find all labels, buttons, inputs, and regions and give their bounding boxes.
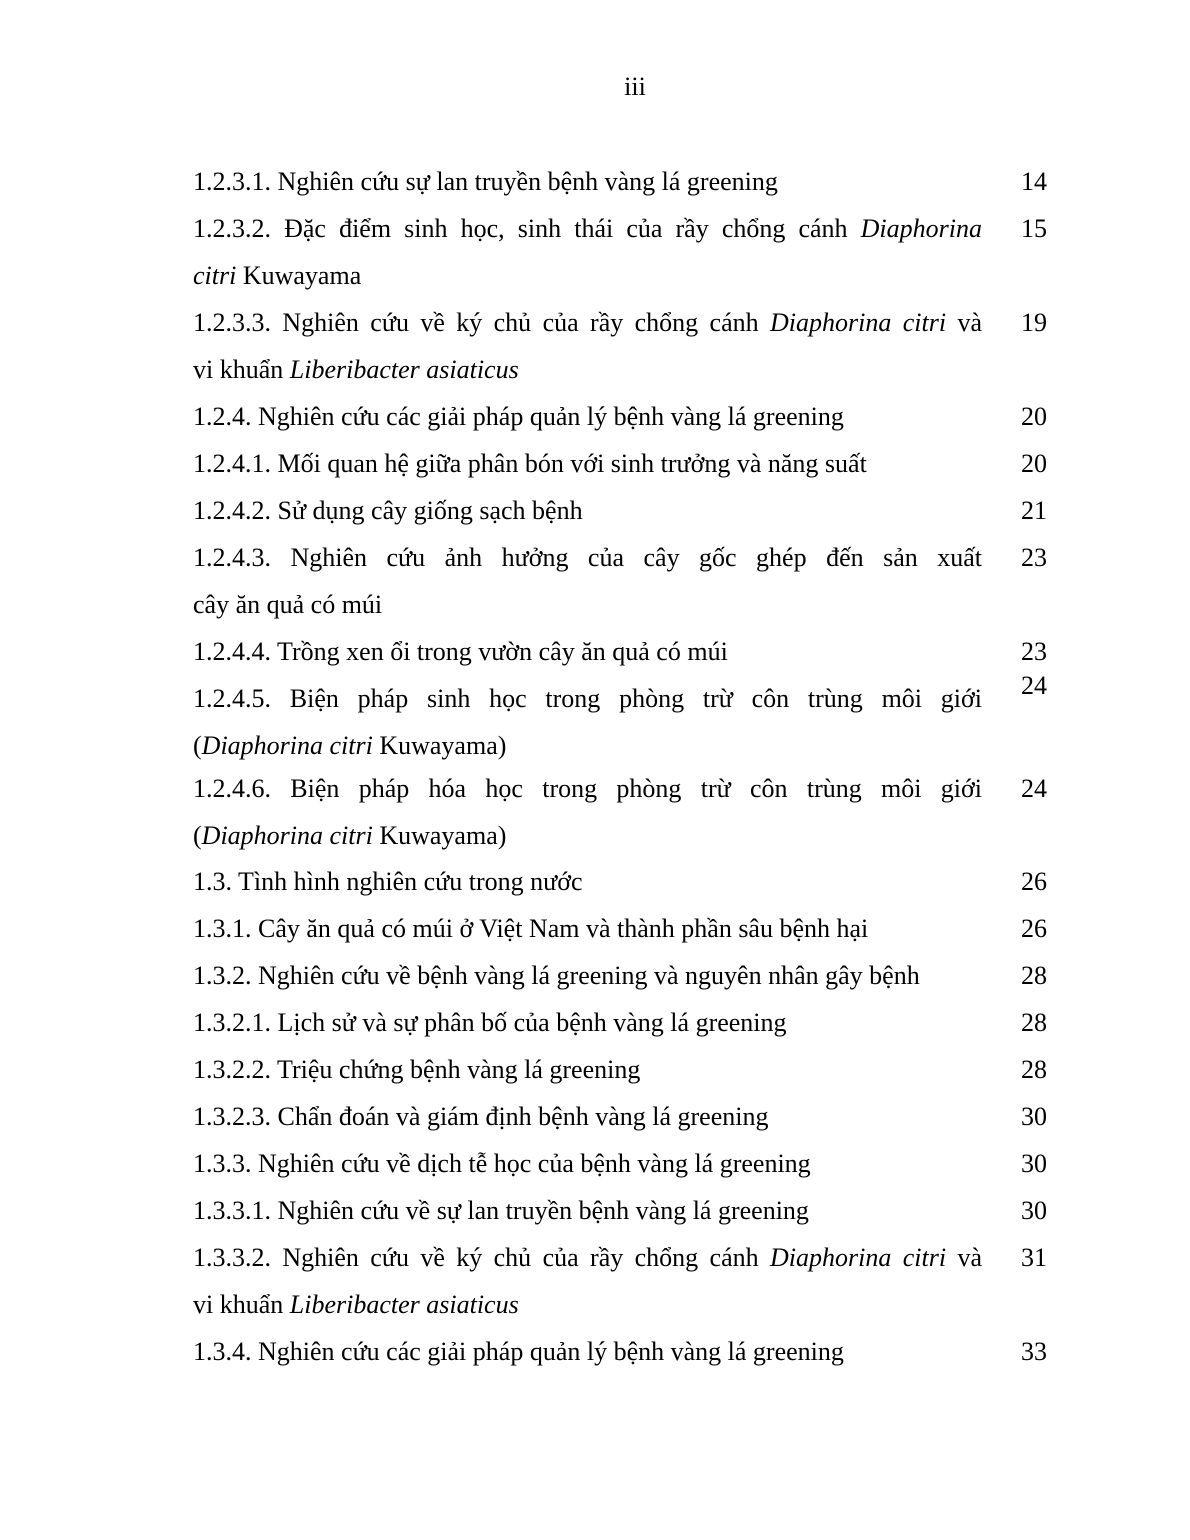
toc-entry-text: 1.3.4. Nghiên cứu các giải pháp quản lý bệnh vàng lá greening <box>193 1337 844 1366</box>
toc-entry-line <box>193 1281 982 1328</box>
toc-entry-line <box>193 158 982 205</box>
toc-entry-text: cây ăn quả có múi <box>193 590 383 619</box>
toc-entry-line <box>193 393 982 440</box>
page-number: iii <box>624 72 646 101</box>
toc-entry-line <box>193 252 982 299</box>
toc-entry-line <box>193 628 982 675</box>
toc-entry-line <box>193 1046 982 1093</box>
toc-entry-line <box>193 1187 982 1234</box>
toc-entry-page-number: 26 <box>1021 914 1047 943</box>
toc-entry[interactable] <box>193 671 1050 769</box>
toc-entry-text: 1.2.4.6. Biện pháp hóa học trong phòng trừ côn trùng môi giới <box>193 774 982 803</box>
toc-entry-page-number: 24 <box>1021 774 1047 803</box>
toc-entry-italic-text: Liberibacter asiaticus <box>289 355 519 384</box>
toc-entry[interactable] <box>193 1187 1050 1234</box>
toc-entry-text: 1.2.4.5. Biện pháp sinh học trong phòng trừ côn trùng môi giới <box>193 684 982 713</box>
toc-entry[interactable] <box>193 1093 1050 1140</box>
toc-entry-text: 1.3.3.1. Nghiên cứu về sự lan truyền bệnh vàng lá greening <box>193 1196 809 1225</box>
toc-entry-line <box>193 534 982 581</box>
toc-entry-text: 1.3.2.2. Triệu chứng bệnh vàng lá greening <box>193 1055 641 1084</box>
toc-entry[interactable] <box>193 1234 1050 1328</box>
toc-entry-page-number: 20 <box>1021 402 1047 431</box>
toc-entry-page-number: 31 <box>1021 1243 1047 1272</box>
toc-entry-line <box>193 905 982 952</box>
toc-entry-line <box>193 205 982 252</box>
toc-entry-italic-text: Diaphorina citri <box>770 1243 947 1272</box>
toc-entry-text: Kuwayama) <box>372 821 507 850</box>
toc-entry[interactable] <box>193 158 1050 205</box>
toc-entry[interactable] <box>193 858 1050 905</box>
toc-entry-line <box>193 346 982 393</box>
toc-entry-text: 1.3.2. Nghiên cứu về bệnh vàng lá greening và nguyên nhân gây bệnh <box>193 961 920 990</box>
toc-entry-page-number: 28 <box>1021 961 1047 990</box>
toc-entry-page-number: 26 <box>1021 867 1047 896</box>
toc-entry-line <box>193 1140 982 1187</box>
toc-entry-italic-text: Diaphorina citri <box>201 731 373 760</box>
toc-entry[interactable] <box>193 765 1050 859</box>
toc-entry-page-number: 14 <box>1021 167 1047 196</box>
toc-entry-line <box>193 1234 982 1281</box>
toc-entry-text: 1.3.1. Cây ăn quả có múi ở Việt Nam và thành phần sâu bệnh hại <box>193 914 869 943</box>
toc-entry-text: 1.2.3.1. Nghiên cứu sự lan truyền bệnh vàng lá greening <box>193 167 778 196</box>
toc-entry-page-number: 28 <box>1021 1055 1047 1084</box>
toc-entry-line <box>193 812 982 859</box>
toc-entry[interactable] <box>193 534 1050 628</box>
toc-entry-page-number: 30 <box>1021 1196 1047 1225</box>
toc-entry[interactable] <box>193 393 1050 440</box>
toc-entry-text: vi khuẩn <box>193 1290 290 1319</box>
toc-entry-text: vi khuẩn <box>193 355 290 384</box>
toc-entry-text: Kuwayama <box>236 261 362 290</box>
toc-entry[interactable] <box>193 1328 1050 1375</box>
toc-entry-line <box>193 722 982 769</box>
toc-entry[interactable] <box>193 1140 1050 1187</box>
toc-entry-line <box>193 487 982 534</box>
toc-entry-text: 1.2.3.3. Nghiên cứu về ký chủ của rầy chổng cánh <box>193 308 771 337</box>
toc-entry-line <box>193 581 982 628</box>
toc-entry-italic-text: Diaphorina citri <box>201 821 373 850</box>
toc-entry-italic-text: Diaphorina <box>860 214 982 243</box>
toc-entry-text: ( <box>193 821 202 850</box>
toc-entry-text: 1.3.3.2. Nghiên cứu về ký chủ của rầy chổng cánh <box>193 1243 771 1272</box>
toc-entry-text: và <box>946 308 983 337</box>
toc-entry-line <box>193 299 982 346</box>
toc-entry-text: và <box>946 1243 983 1272</box>
toc-entry-page-number: 30 <box>1021 1149 1047 1178</box>
toc-entry[interactable] <box>193 905 1050 952</box>
toc-entry-line <box>193 858 982 905</box>
toc-entry-text: 1.2.4.3. Nghiên cứu ảnh hưởng của cây gốc ghép đến sản xuất <box>193 543 982 572</box>
toc-entry[interactable] <box>193 205 1050 299</box>
toc-entry-text: 1.2.4.2. Sử dụng cây giống sạch bệnh <box>193 496 583 525</box>
toc-entry-page-number: 23 <box>1021 637 1047 666</box>
toc-entry-italic-text: Liberibacter asiaticus <box>289 1290 519 1319</box>
toc-entry[interactable] <box>193 952 1050 999</box>
toc-entry-line <box>193 675 982 722</box>
toc-entry[interactable] <box>193 999 1050 1046</box>
toc-entry-line <box>193 1093 982 1140</box>
toc-entry-page-number: 19 <box>1021 308 1047 337</box>
toc-entry-text: 1.3.3. Nghiên cứu về dịch tễ học của bệnh vàng lá greening <box>193 1149 811 1178</box>
toc-entry-text: 1.2.4.1. Mối quan hệ giữa phân bón với sinh trưởng và năng suất <box>193 449 867 478</box>
toc-entry[interactable] <box>193 487 1050 534</box>
toc-entry-page-number: 24 <box>1021 671 1047 700</box>
toc-entry-text: 1.2.3.2. Đặc điểm sinh học, sinh thái của rầy chổng cánh <box>193 214 861 243</box>
toc-entry-line <box>193 952 982 999</box>
toc-entry-text: 1.3. Tình hình nghiên cứu trong nước <box>193 867 583 896</box>
toc-entry[interactable] <box>193 1046 1050 1093</box>
toc-entry[interactable] <box>193 440 1050 487</box>
toc-entry-page-number: 28 <box>1021 1008 1047 1037</box>
toc-entry[interactable] <box>193 299 1050 393</box>
toc-entry-text: Kuwayama) <box>372 731 507 760</box>
toc-entry-page-number: 20 <box>1021 449 1047 478</box>
toc-entry-text: 1.2.4.4. Trồng xen ổi trong vườn cây ăn quả có múi <box>193 637 728 666</box>
toc-entry-line <box>193 1328 982 1375</box>
toc-entry-text: 1.3.2.3. Chẩn đoán và giám định bệnh vàng lá greening <box>193 1102 769 1131</box>
toc-entry-italic-text: Diaphorina citri <box>770 308 947 337</box>
toc-entry-page-number: 21 <box>1021 496 1047 525</box>
toc-entry-text: 1.2.4. Nghiên cứu các giải pháp quản lý bệnh vàng lá greening <box>193 402 844 431</box>
toc-entry-page-number: 30 <box>1021 1102 1047 1131</box>
toc-entry[interactable] <box>193 628 1050 675</box>
toc-entry-text: 1.3.2.1. Lịch sử và sự phân bố của bệnh vàng lá greening <box>193 1008 787 1037</box>
toc-entry-page-number: 33 <box>1021 1337 1047 1366</box>
toc-entry-page-number: 23 <box>1021 543 1047 572</box>
toc-entry-line <box>193 765 982 812</box>
toc-entry-text: ( <box>193 731 202 760</box>
toc-entry-line <box>193 440 982 487</box>
toc-entry-italic-text: citri <box>193 261 237 290</box>
toc-entry-page-number: 15 <box>1021 214 1047 243</box>
toc-entry-line <box>193 999 982 1046</box>
